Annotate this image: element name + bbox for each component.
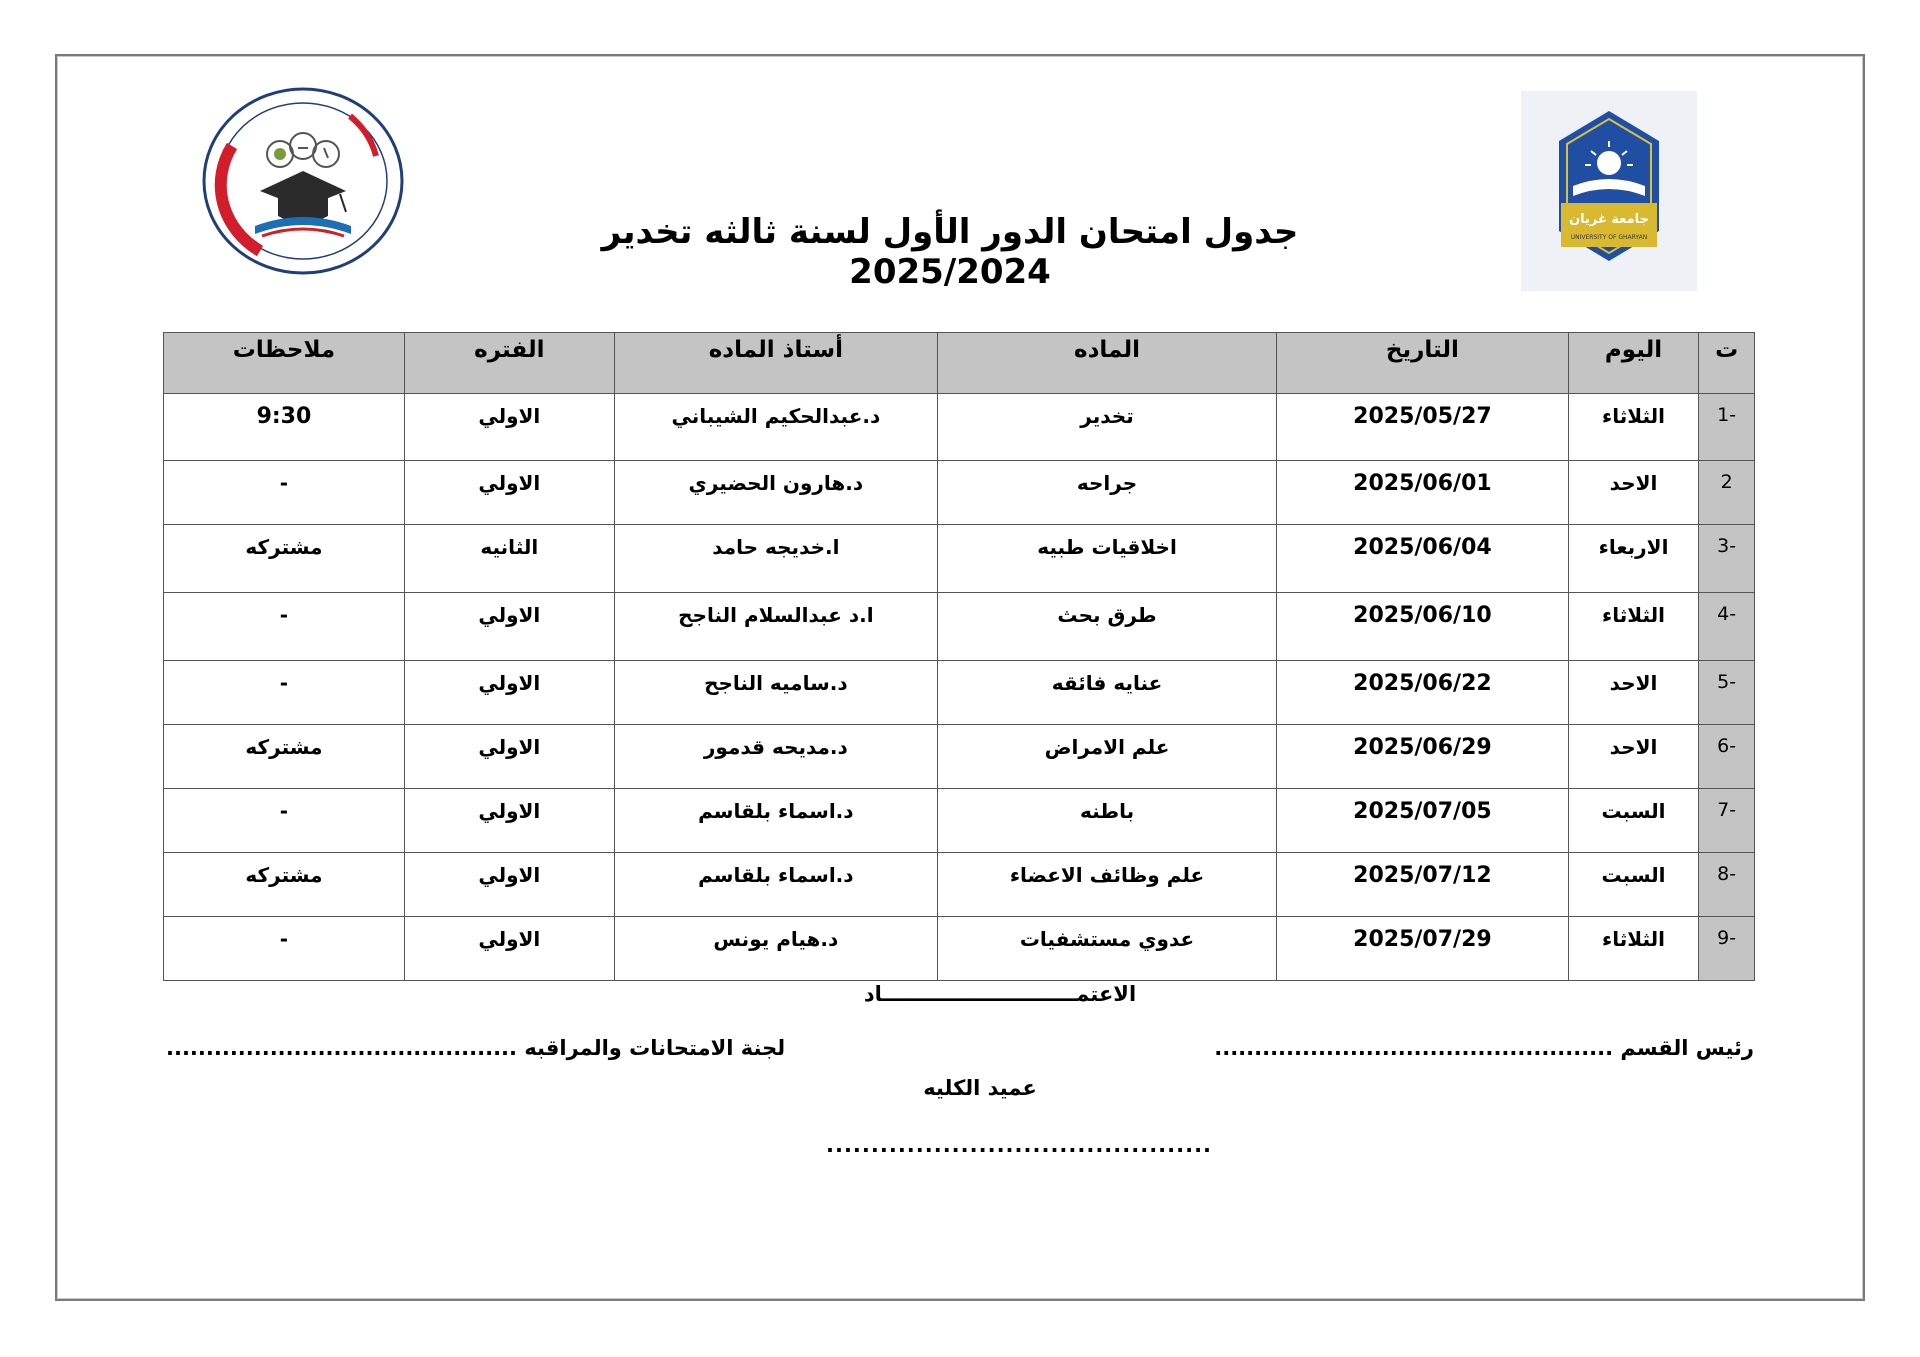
row-day: الاربعاء [1568, 525, 1698, 593]
header-index: ت [1699, 333, 1755, 394]
row-index: -3 [1699, 525, 1755, 593]
row-index: -5 [1699, 661, 1755, 725]
table-row [164, 917, 1755, 981]
row-notes: - [164, 917, 405, 981]
page-title: جدول امتحان الدور الأول لسنة ثالثه تخدير 2025/2024 [601, 212, 1299, 292]
row-index: -9 [1699, 917, 1755, 981]
row-notes: مشتركه [164, 853, 405, 917]
row-notes: مشتركه [164, 725, 405, 789]
row-subject: طرق بحث [937, 593, 1276, 661]
row-day: الاحد [1568, 725, 1698, 789]
row-date: 2025/06/10 [1277, 593, 1569, 661]
row-notes: - [164, 593, 405, 661]
dean-label: عميد الكليه [923, 1076, 1037, 1100]
row-teacher: د.ساميه الناجح [614, 661, 937, 725]
table-header-row [164, 333, 1755, 394]
row-period: الاولي [404, 853, 614, 917]
row-day: الثلاثاء [1568, 917, 1698, 981]
row-period: الاولي [404, 461, 614, 525]
row-teacher: د.اسماء بلقاسم [614, 789, 937, 853]
row-date: 2025/05/27 [1277, 394, 1569, 461]
row-subject: عدوي مستشفيات [937, 917, 1276, 981]
row-teacher: د.هيام يونس [614, 917, 937, 981]
row-subject: عنايه فائقه [937, 661, 1276, 725]
header-date: التاريخ [1277, 333, 1569, 394]
head-of-department-signature: رئيس القسم .................................................. [1214, 1036, 1754, 1060]
table-row [164, 593, 1755, 661]
row-date: 2025/06/01 [1277, 461, 1569, 525]
university-logo-name-en: UNIVERSITY OF GHARYAN [1570, 234, 1648, 241]
row-index: 2 [1699, 461, 1755, 525]
row-teacher: د.مديحه قدمور [614, 725, 937, 789]
row-period: الاولي [404, 661, 614, 725]
faculty-logo [200, 86, 406, 276]
row-period: الاولي [404, 917, 614, 981]
row-notes: - [164, 661, 405, 725]
university-logo-name: جامعة غريان [1569, 212, 1649, 227]
row-day: الاحد [1568, 461, 1698, 525]
row-day: الثلاثاء [1568, 593, 1698, 661]
row-period: الاولي [404, 789, 614, 853]
row-period: الاولي [404, 593, 614, 661]
row-subject: تخدير [937, 394, 1276, 461]
row-index: -1 [1699, 394, 1755, 461]
row-period: الثانيه [404, 525, 614, 593]
row-day: الثلاثاء [1568, 394, 1698, 461]
row-notes: - [164, 789, 405, 853]
row-subject: علم الامراض [937, 725, 1276, 789]
row-subject: باطنه [937, 789, 1276, 853]
row-teacher: ا.د عبدالسلام الناجح [614, 593, 937, 661]
approval-label: الاعتمـــــــــــــــــــــــــــاد [863, 982, 1137, 1006]
row-subject: جراحه [937, 461, 1276, 525]
row-date: 2025/06/22 [1277, 661, 1569, 725]
row-notes: مشتركه [164, 525, 405, 593]
table-row [164, 789, 1755, 853]
row-date: 2025/06/04 [1277, 525, 1569, 593]
row-date: 2025/07/05 [1277, 789, 1569, 853]
row-date: 2025/07/29 [1277, 917, 1569, 981]
row-date: 2025/07/12 [1277, 853, 1569, 917]
header-teacher: أستاذ الماده [614, 333, 937, 394]
row-teacher: د.هارون الحضيري [614, 461, 937, 525]
table-row [164, 525, 1755, 593]
row-subject: علم وظائف الاعضاء [937, 853, 1276, 917]
row-index: -8 [1699, 853, 1755, 917]
row-index: -7 [1699, 789, 1755, 853]
university-logo [1521, 91, 1697, 291]
row-teacher: د.عبدالحكيم الشيباني [614, 394, 937, 461]
header-notes: ملاحظات [164, 333, 405, 394]
row-teacher: ا.خديجه حامد [614, 525, 937, 593]
row-period: الاولي [404, 725, 614, 789]
table-row [164, 661, 1755, 725]
row-day: السبت [1568, 853, 1698, 917]
row-notes: 9:30 [164, 394, 405, 461]
table-row [164, 853, 1755, 917]
row-notes: - [164, 461, 405, 525]
exam-schedule-table [163, 332, 1755, 981]
row-index: -6 [1699, 725, 1755, 789]
header-subject: الماده [937, 333, 1276, 394]
table-row [164, 725, 1755, 789]
row-teacher: د.اسماء بلقاسم [614, 853, 937, 917]
row-index: -4 [1699, 593, 1755, 661]
dean-signature-line: ........................................... [826, 1133, 1213, 1157]
row-day: السبت [1568, 789, 1698, 853]
row-subject: اخلاقيات طبيه [937, 525, 1276, 593]
exam-committee-signature: لجنة الامتحانات والمراقبه ............................................ [166, 1036, 786, 1060]
row-day: الاحد [1568, 661, 1698, 725]
table-row [164, 461, 1755, 525]
header-day: اليوم [1568, 333, 1698, 394]
row-period: الاولي [404, 394, 614, 461]
header-period: الفتره [404, 333, 614, 394]
row-date: 2025/06/29 [1277, 725, 1569, 789]
table-row [164, 394, 1755, 461]
